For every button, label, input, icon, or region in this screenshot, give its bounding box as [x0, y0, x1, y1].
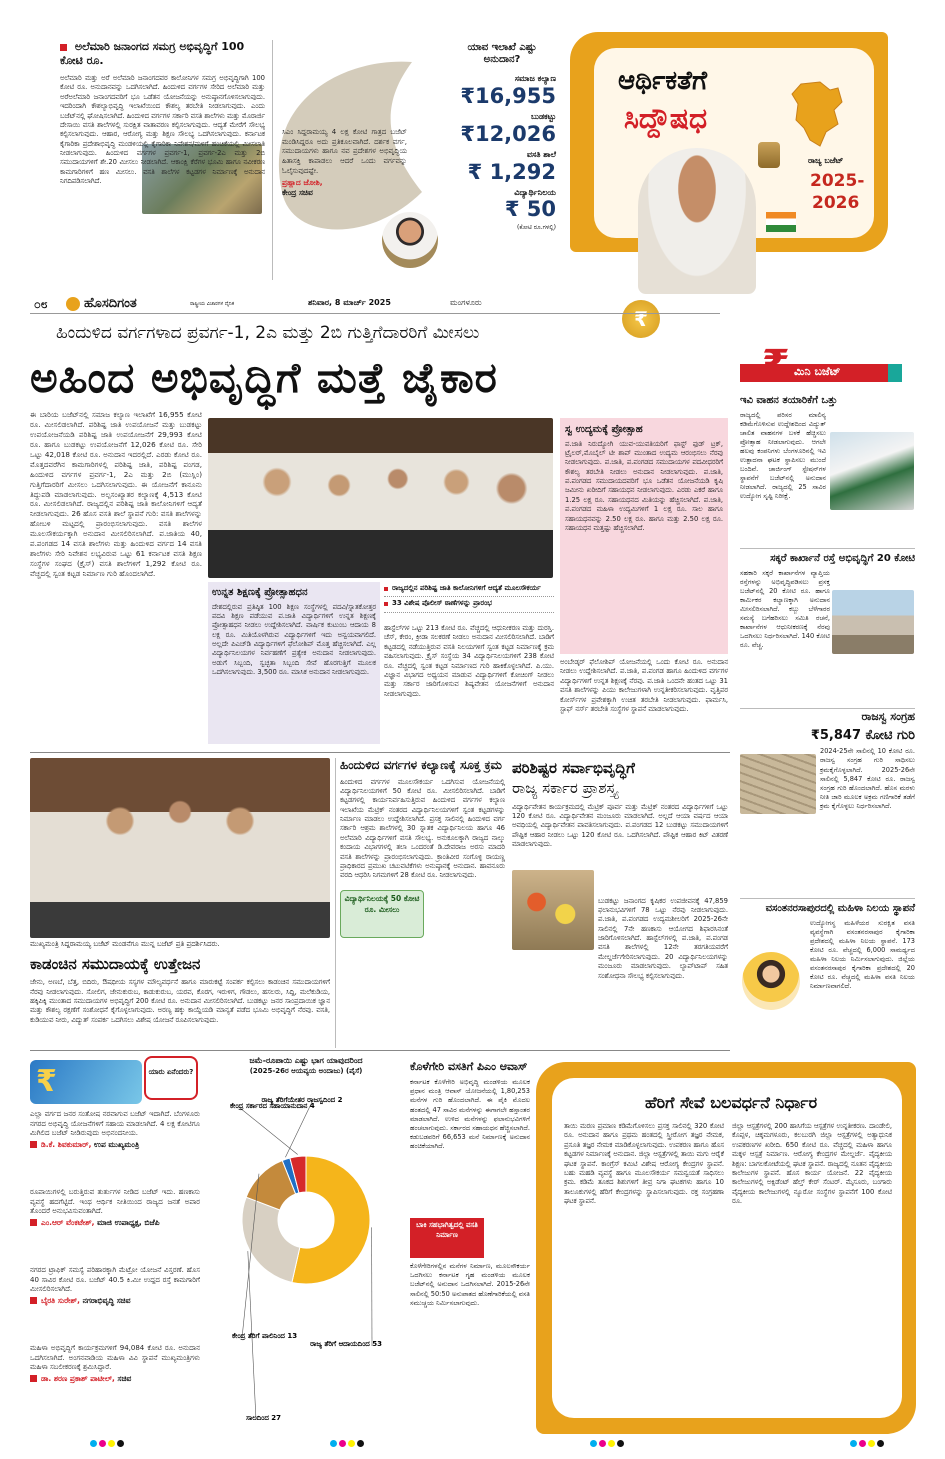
paper-name: ಹೊಸದಿಗಂತ	[84, 296, 137, 311]
factory-photo	[832, 590, 914, 654]
women-story	[740, 902, 915, 1055]
lead-headline: ಅಹಿಂದ ಅಭಿವೃದ್ಧಿಗೆ ಮತ್ತೆ ಜೈಕಾರ	[30, 353, 498, 402]
pie-label: ರಾಜ್ಯ ತೆರಿಗೆ ಆದಾಯದಿಂದ 53	[310, 1340, 382, 1348]
allocation-value: ₹ 1,292	[467, 159, 556, 184]
karnataka-map-icon	[786, 80, 846, 150]
pie-slice	[242, 1197, 300, 1282]
allocations-title: ಯಾವ ಇಲಾಖೆ ಎಷ್ಟು ಅನುದಾನ?	[467, 42, 537, 65]
quote-role: ಕೇಂದ್ರ ಸಚಿವ	[282, 188, 313, 198]
mini-budget-header	[740, 344, 910, 390]
budget-banner	[560, 30, 890, 331]
banner-line1: ಆರ್ಥಿಕತೆಗೆ	[618, 66, 708, 96]
kolegeri-story	[410, 1060, 530, 1374]
quote-name: ಪ್ರಹ್ಲಾದ ಜೋಶಿ,	[282, 178, 323, 188]
allocation-item	[448, 150, 556, 184]
reactions-badge: ಯಾರು ಏನೆಂದರು?	[144, 1056, 198, 1100]
allocation-item	[448, 188, 556, 222]
higher-ed-box	[208, 582, 380, 744]
rupee-coin-icon: ₹	[622, 300, 660, 338]
women-body: ಉದ್ಯೋಗಸ್ಥ ಮಹಿಳೆಯರ ಸುರಕ್ಷಿತ ವಸತಿ ವ್ಯವಸ್ಥೆಗಾಗಿ ವಸಂತನರಸಾಪುರ ಕೈಗಾರಿಕಾ ಪ್ರದೇಶದಲ್ಲಿ ಮಹಿಳಾ ನಿಲಯ ಸ್ಥಾಪನೆ. 173 ಕೋಟಿ ರೂ. ವೆಚ್ಚದಲ್ಲಿ 6,000 ಸಾಮರ್ಥ್ಯದ ಮಹಿಳಾ ನಿಲಯ ನಿರ್ಮಿಸಲಾಗುವುದು. ಜಿಲ್ಲೆಯ ವಸಂತನರಸಾಪುರ ಕೈಗಾರಿಕಾ ಪ್ರದೇಶದಲ್ಲಿ 20 ಕೋಟಿ ರೂ. ವೆಚ್ಚದಲ್ಲಿ ಮಹಿಳಾ ವಸತಿ ನಿಲಯ ನಿರ್ಮಾಣವಾಗಲಿದೆ.	[810, 918, 915, 991]
reaction-role: ಉಪ ಮುಖ್ಯಮಂತ್ರಿ	[94, 1139, 140, 1149]
edition-city: ಮಂಗಳೂರು	[450, 298, 482, 307]
allocation-label: ವಿದ್ಯಾರ್ಥಿನಿಲಯ	[514, 187, 556, 197]
sugar-body: ಸಹಕಾರಿ ಸಕ್ಕರೆ ಕಾರ್ಖಾನೆಗಳ ವ್ಯಾಪ್ತಿಯ ರಸ್ತೆಗಳನ್ನು ಅಭಿವೃದ್ಧಿಪಡಿಸಲು ಪ್ರಸಕ್ತ ಬಜೆಟ್‌ನಲ್ಲಿ 20 ಕೋಟಿ ರೂ. ಹಾಗೂ ಕಾರ್ಮಿಕರ ಕಲ್ಯಾಣಕ್ಕಾಗಿ ಅನುದಾನ ಮೀಸಲಿರಿಸಲಾಗಿದೆ. ಕಬ್ಬು ಬೆಳೆಗಾರರ ಸಮಸ್ಯೆ ಬಗೆಹರಿಸಲು ಸಮಿತಿ ರಚನೆ, ಕಾರ್ಖಾನೆಗಳ ಆಧುನೀಕರಣಕ್ಕೆ ನೆರವು ಒದಗಿಸಲು ನಿರ್ಧರಿಸಲಾಗಿದೆ. 140 ಕೋಟಿ ರೂ. ವೆಚ್ಚ.	[740, 568, 830, 650]
allocation-value: ₹16,955	[460, 83, 556, 108]
reaction-item	[30, 1188, 200, 1228]
top-left-headline: ಅಲೆಮಾರಿ ಜನಾಂಗದ ಸಮಗ್ರ ಅಭಿವೃದ್ಧಿಗೆ 100 ಕೋಟಿ ರೂ.	[60, 40, 265, 69]
banner-sub2: 2025-	[810, 171, 865, 191]
maternal-title: ಹೆರಿಗೆ ಸೇವೆ ಬಲವರ್ಧನೆ ನಿರ್ಧಾರ	[644, 1093, 818, 1112]
food-kit-photo	[512, 870, 594, 950]
assembly-photo	[208, 418, 553, 578]
reaction-name: ಡಿ.ಕೆ. ಶಿವಕುಮಾರ್,	[30, 1140, 91, 1149]
sc-welfare-body-1: ವಿದ್ಯಾರ್ಥಿವೇತನ ಕಾರ್ಯಕ್ರಮದಲ್ಲಿ ಮೆಟ್ರಿಕ್ ಪೂರ್ವ ಮತ್ತು ಮೆಟ್ರಿಕ್ ನಂತರದ ವಿದ್ಯಾರ್ಥಿಗಳಿಗೆ ಒಟ್ಟು 120 ಕೋಟಿ ರೂ. ವಿದ್ಯಾರ್ಥಿವೇತನ ಮಂಜೂರು ಮಾಡಲಾಗಿದೆ. ಅಲ್ಲದೆ ಆಯಾ ವರ್ಷದ ಆಯಾ ಅವಧಿಯಲ್ಲಿ ವಿದ್ಯಾರ್ಥಿವೇತನ ಪಾವತಿಸಲಾಗುವುದು. ಪ.ಪಂಗಡದ 12 ಬುಡಕಟ್ಟು ಸಮುದಾಯಗಳಿಗೆ ಪೌಷ್ಟಿಕ ಆಹಾರ ನೀಡಲು ಒಟ್ಟು 120 ಕೋಟಿ ರೂ. ಒದಗಿಸಲಾಗಿದೆ. ಪೌಷ್ಟಿಕ ಆಹಾರ ಕಿಟ್ ವಿತರಣೆ ಮಾಡಲಾಗುವುದು.	[512, 802, 728, 848]
kolegeri-body-2: ಕೊಳೆಗೇರಿಗಳಲ್ಲಿನ ಮನೆಗಳ ನಿರ್ಮಾಣ, ಮೂಲಸೌಕರ್ಯ ಒದಗಿಸಲು ಕರ್ನಾಟಕ ಗೃಹ ಮಂಡಳಿಯ ಮೂಲಕ ಬಜೆಟ್‌ನಲ್ಲಿ ಅನುದಾನ ಒದಗಿಸಲಾಗಿದೆ. 2015-26ನೇ ಸಾಲಿನಲ್ಲಿ 50:50 ಅನುಪಾತದ ಹೊಣೆಗಾರಿಕೆಯಲ್ಲಿ ವಸತಿ ಸಮುಚ್ಚಯ ನಿರ್ಮಿಸಲಾಗುವುದು.	[410, 1262, 530, 1307]
reaction-name: ಎಂ.ಆರ್ ವೆಂಕಟೇಶ್,	[30, 1218, 95, 1227]
pie-leader-line	[285, 1102, 312, 1157]
pie-leader-line	[240, 1108, 298, 1155]
allocation-item	[448, 112, 556, 146]
mid-text-2: ಅಂಬೇಡ್ಕರ್ ಫೆಲೋಶಿಪ್ ಯೋಜನೆಯಲ್ಲಿ ಒಂದು ಕೋಟಿ ರೂ. ಅನುದಾನ ನೀಡಲು ಉದ್ದೇಶಿಸಲಾಗಿದೆ. ಪ.ಜಾತಿ, ಪ.ಪಂಗಡ ಹಾಗೂ ಹಿಂದುಳಿದ ವರ್ಗಗಳ ವಿದ್ಯಾರ್ಥಿಗಳಿಗೆ ಉನ್ನತ ಶಿಕ್ಷಣಕ್ಕೆ ನೆರವು. ಪ.ಜಾತಿ ಒಂದನೇ ಹಂತದ ಒಟ್ಟು 31 ವಸತಿ ಶಾಲೆಗಳನ್ನು ಪಿಯು ಕಾಲೇಜುಗಳಾಗಿ ಉನ್ನತೀಕರಿಸಲಾಗುವುದು. ವೃತ್ತಿಪರ ಕೋರ್ಸ್‌ಗಳ ಪ್ರವೇಶಕ್ಕಾಗಿ ಉಚಿತ ತರಬೇತಿ ನೀಡಲಾಗುವುದು. ಫಾರ್ಮಸಿ, ಸ್ಟಾಫ್ ನರ್ಸ್ ತರಬೇತಿ ಸಂಸ್ಥೆಗಳ ಸ್ಥಾಪನೆ ಮಾಡಲಾಗುವುದು.	[560, 658, 728, 713]
bullet-icon	[384, 587, 388, 591]
sc-welfare-title-1: ಪರಿಶಿಷ್ಟರ ಸರ್ವಾಭಿವೃದ್ಧಿಗೆ	[512, 759, 635, 777]
pie-label: ಕೇಂದ್ರ ಸರ್ಕಾರದ ಸಹಾಯಾನುದಾನ 4	[230, 1102, 315, 1110]
ev-story	[740, 394, 915, 543]
reaction-text: ಮಹಿಳಾ ಅಭಿವೃದ್ಧಿಗೆ ಕಾರ್ಯಕ್ರಮಗಳಿಗೆ 94,084 ಕೋಟಿ ರೂ. ಅನುದಾನ ಒದಗಿಸಲಾಗಿದೆ. ಅಂಗನವಾಡಿಯ ಮಹಿಳಾ ವಿವಿ ಸ್ಥಾಪನೆ ಮುಖ್ಯಮಂತ್ರಿಗಳು ಮಹಿಳಾ ಸಬಲೀಕರಣಕ್ಕೆ ಶ್ರಮಿಸಿದ್ದಾರೆ.	[30, 1344, 200, 1372]
women-title: ವಸಂತನರಸಾಪುರದಲ್ಲಿ ಮಹಿಳಾ ನಿಲಯ ಸ್ಥಾಪನೆ	[765, 903, 915, 914]
allocations-box	[448, 40, 556, 278]
backward-welfare-title: ಹಿಂದುಳಿದ ವರ್ಗಗಳ ಕಲ್ಯಾಣಕ್ಕೆ ಸೂಕ್ತ ಕ್ರಮ	[340, 758, 502, 772]
higher-ed-title: ಉನ್ನತ ಶಿಕ್ಷಣಕ್ಕೆ ಪ್ರೋತ್ಸಾಹಧನ	[212, 587, 308, 598]
kolegeri-title: ಕೊಳೆಗೇರಿ ವಸತಿಗೆ ಪಿಎಂ ಆವಾಸ್	[410, 1060, 528, 1073]
reaction-item	[30, 1266, 200, 1306]
masthead	[30, 294, 720, 314]
cm-budget-photo	[30, 758, 330, 938]
reaction-item	[30, 1110, 200, 1150]
ev-title: ಇವಿ ವಾಹನ ತಯಾರಿಕೆಗೆ ಒತ್ತು	[740, 395, 838, 406]
chart-title: ಜಮೆ-ರೂಪಾಯಿ ಎಷ್ಟು ಭಾಗ ಯಾವುದರಿಂದ	[249, 1056, 363, 1065]
paper-tagline: ರಾಷ್ಟ್ರೀಯ ವಿಚಾರಗಳ ದೈನಿಕ	[190, 301, 235, 307]
forest-title: ಕಾಡಂಚಿನ ಸಮುದಾಯಕ್ಕೆ ಉತ್ತೇಜನ	[30, 955, 201, 973]
banner-sub1: ರಾಜ್ಯ ಬಜೆಟ್	[808, 156, 844, 165]
woman-avatar-icon	[742, 952, 800, 1010]
chart-subtitle: (2025-26ರ ಆಯವ್ಯಯ ಅಂದಾಜು) (ಪೈಸೆ)	[249, 1066, 363, 1075]
revenue-value: ₹5,847 ಕೋಟಿ ಗುರಿ	[810, 727, 915, 743]
allocations-unit: (ಕೋಟಿ ರೂ.ಗಳಲ್ಲಿ)	[517, 223, 556, 231]
revenue-chart	[206, 1056, 406, 1434]
higher-ed-body: ದೇಶದಲ್ಲಿರುವ ಪ್ರತಿಷ್ಠಿತ 100 ಶಿಕ್ಷಣ ಸಂಸ್ಥೆಗಳಲ್ಲಿ ಪದವಿ/ಸ್ನಾತಕೋತ್ತರ ಪದವಿ ಶಿಕ್ಷಣ ಪಡೆಯುವ ಪ.ಜಾತಿ ವಿದ್ಯಾರ್ಥಿಗಳಿಗೆ ಉನ್ನತ ಶಿಕ್ಷಣಕ್ಕೆ ಪ್ರೋತ್ಸಾಹಧನ ನೀಡಲು ಉದ್ದೇಶಿಸಲಾಗಿದೆ. ವಾರ್ಷಿಕ ಕುಟುಂಬ ಆದಾಯ 8 ಲಕ್ಷ ರೂ. ಮಿತಿಯೊಳಗಿರುವ ವಿದ್ಯಾರ್ಥಿಗಳಿಗೆ ಇದು ಅನ್ವಯವಾಗಲಿದೆ. ಅಲ್ಲದೇ ಪಿಎಚ್‌ಡಿ ವಿದ್ಯಾರ್ಥಿಗಳಿಗೆ ಫೆಲೋಶಿಪ್ ಮೊತ್ತ ಹೆಚ್ಚಿಸಲಾಗಿದೆ. ಎಲ್ಲ ವಿದ್ಯಾರ್ಥಿನಿಲಯಗಳ ನಿರ್ವಹಣೆಗೆ ಪ್ರತ್ಯೇಕ ಅನುದಾನ ನೀಡಲಾಗುವುದು. ಅಡುಗೆ ಸಿಬ್ಬಂದಿ, ಸ್ವಚ್ಛತಾ ಸಿಬ್ಬಂದಿ ಸೇವೆ ಹೊರಗುತ್ತಿಗೆ ಮೂಲಕ ಒದಗಿಸಲಾಗುವುದು. 3,500 ರೂ. ಮಾಸಿಕ ಅನುದಾನ ನೀಡಲಾಗುವುದು.	[212, 602, 376, 677]
print-marks	[330, 1440, 366, 1451]
ev-charger-photo	[830, 432, 914, 510]
chief-minister-photo	[638, 148, 756, 294]
paper-logo-icon	[66, 297, 80, 311]
forest-story	[30, 954, 330, 1058]
self-employment-box	[560, 418, 728, 654]
cash-photo	[740, 754, 816, 814]
self-employment-body: ಪ.ಜಾತಿ ನಿರುದ್ಯೋಗಿ ಯುವ-ಯುವತಿಯರಿಗೆ ಫಾಸ್ಟ್ ಫುಡ್ ಟ್ರಕ್, ಟ್ರೈಲರ್,ಮೊಬೈಲ್ ಟೀ ಶಾಪ್ ಮುಂತಾದ ಉದ್ಯಮ ಆರಂಭಿಸಲು ನೆರವು ನೀಡಲಾಗುವುದು. ಪ.ಜಾತಿ, ಪ.ಪಂಗಡದ ಸಮುದಾಯಗಳ ಪದವೀಧರರಿಗೆ ಕೌಶಲ್ಯ ತರಬೇತಿ ನೀಡಲು ಅನುದಾನ ನೀಡಲಾಗುವುದು. ಪ.ಜಾತಿ, ಪ.ಪಂಗಡದ ಸಮುದಾಯದವರಿಗೆ ಭೂ ಒಡೆತನ ಯೋಜನೆಯಡಿ ಕೃಷಿ ಜಮೀನು ಖರೀದಿಗೆ ಸಹಾಯಧನ ನೀಡಲಾಗುವುದು. ಎರಡು ಎಕರೆ ಹಾಗೂ 1.25 ಲಕ್ಷ ರೂ. ಸಹಾಯಧನದ ಮಿತಿಯನ್ನು ಹೆಚ್ಚಿಸಲಾಗಿದೆ. ಪ.ಜಾತಿ, ಪ.ಪಂಗಡದ ಮಹಿಳಾ ಉದ್ಯಮಿಗಳಿಗೆ 1 ಲಕ್ಷ ರೂ. ಸಾಲ ಹಾಗೂ ಸಹಾಯಧನವನ್ನು 2.50 ಲಕ್ಷ ರೂ. ಹಾಗೂ ಮತ್ತು 2.50 ಲಕ್ಷ ರೂ. ಸಹಾಯಧನ ಮತ್ತಷ್ಟು ಹೆಚ್ಚಿಸಲಾಗಿದೆ.	[565, 439, 723, 532]
revenue-body: 2024-25ನೇ ಸಾಲಿನಲ್ಲಿ 10 ಕೋಟಿ ರೂ. ರಾಜಸ್ವ ಸಂಗ್ರಹ ಗುರಿ ಸಾಧಿಸಲು ಕ್ರಮಕೈಗೊಳ್ಳಲಾಗಿದೆ. 2025-26ನೇ ಸಾಲಿನಲ್ಲಿ 5,847 ಕೋಟಿ ರೂ. ರಾಜಸ್ವ ಸಂಗ್ರಹ ಗುರಿ ಹೊಂದಲಾಗಿದೆ. ಹೊಸ ಮರಳು ನೀತಿ ಜಾರಿ ಮೂಲಕ ಅಕ್ರಮ ಗಣಿಗಾರಿಕೆ ತಡೆಗೆ ಕ್ರಮ ಕೈಗೊಳ್ಳಲು ನಿರ್ಧರಿಸಲಾಗಿದೆ.	[820, 747, 915, 810]
backward-welfare-body: ಹಿಂದುಳಿದ ವರ್ಗಗಳ ಮೂಲಸೌಕರ್ಯ ಒದಗಿಸುವ ಯೋಜನೆಯಲ್ಲಿ ವಿದ್ಯಾರ್ಥಿನಿಲಯಗಳಿಗೆ 50 ಕೋಟಿ ರೂ. ಮೀಸಲಿರಿಸಲಾಗಿದೆ. ಬಾಡಿಗೆ ಕಟ್ಟಡಗಳಲ್ಲಿ ಕಾರ್ಯನಿರ್ವಹಿಸುತ್ತಿರುವ ಹಿಂದುಳಿದ ವರ್ಗಗಳ ಕಲ್ಯಾಣ ಇಲಾಖೆಯ ಮೆಟ್ರಿಕ್ ನಂತರದ ವಿದ್ಯಾರ್ಥಿನಿಲಯಗಳಿಗೆ ಸ್ವಂತ ಕಟ್ಟಡಗಳನ್ನು ನಿರ್ಮಾಣ ಮಾಡಲು ಉದ್ದೇಶಿಸಲಾಗಿದೆ. ಪ್ರಸಕ್ತ ಸಾಲಿನಲ್ಲಿ ಹಿಂದುಳಿದ ವರ್ಗ ಸರ್ಕಾರಿ ಆಶ್ರಮ ಶಾಲೆಗಳಲ್ಲಿ 30 ಸ್ನಾತಕ ವಿದ್ಯಾರ್ಥಿನಿಲಯ ಹಾಗೂ 46 ಅಲೆಮಾರಿ ವಿದ್ಯಾರ್ಥಿಗಳಿಗೆ ವಸತಿ ಸೌಲಭ್ಯ. ಅನುಕೂಲಕ್ಕಾಗಿ ರಾಜ್ಯದ ನಾಲ್ಕು ಕಂದಾಯ ವಿಭಾಗಗಳಲ್ಲಿ ತಲಾ ಒಂದರಂತೆ ಡಿ.ದೇವರಾಜ ಅರಸು ಮಾದರಿ ವಸತಿ ಶಾಲೆಗಳನ್ನು ಪ್ರಾರಂಭಿಸಲಾಗುವುದು. ಕ್ರಾಂತಿವೀರ ಸಂಗೊಳ್ಳಿ ರಾಯಣ್ಣ ಪ್ರಾಧಿಕಾರದ ಪ್ರಮುಖ ಚಟುವಟಿಕೆಗಳು ಅನುಷ್ಠಾನಕ್ಕೆ ಅನುದಾನ. ಹಾವನೂರು ವರದಿ ಆಧರಿಸಿ ನಿಗಮಗಳಿಗೆ 28 ಕೋಟಿ ರೂ. ನೀಡಲಾಗುವುದು.	[340, 777, 505, 880]
reaction-item	[30, 1344, 200, 1384]
allocation-label: ವಸತಿ ಶಾಲೆ	[526, 149, 556, 159]
allocation-value: ₹ 50	[504, 197, 556, 222]
banner-sub3: 2026	[812, 193, 860, 213]
top-left-story	[60, 40, 265, 278]
self-employment-title: ಸ್ವ ಉದ್ಯಮಕ್ಕೆ ಪ್ರೋತ್ಸಾಹ	[565, 424, 643, 435]
kolegeri-body: ಕರ್ನಾಟಕ ಕೊಳೆಗೇರಿ ಅಭಿವೃದ್ಧಿ ಮಂಡಳಿಯ ಮೂಲಕ ಪ್ರಧಾನ ಮಂತ್ರಿ ಆವಾಸ್ ಯೋಜನೆಯಲ್ಲಿ 1,80,253 ಮನೆಗಳ ಗುರಿ ಹೊಂದಲಾಗಿದೆ. ಈ ಪೈಕಿ ಮೊದಲ ಹಂತದಲ್ಲಿ 47 ಸಾವಿರ ಮನೆಗಳನ್ನು ಈಗಾಗಲೇ ಹಸ್ತಾಂತರ ಮಾಡಲಾಗಿದೆ. ಉಳಿದ ಮನೆಗಳನ್ನು ಫಲಾನುಭವಿಗಳಿಗೆ ಹಂಚಲಾಗುವುದು. ಸರ್ಕಾರದ ಸಹಾಯಧನ ಹೆಚ್ಚಿಸಲಾಗಿದೆ. ಕಡುಬಡವರಿಗೆ 66,653 ಮನೆ ನಿರ್ಮಾಣಕ್ಕೆ ಅನುದಾನ ಹಂಚಿಕೆಯಾಗಿದೆ.	[410, 1078, 530, 1150]
lead-kicker: ಹಿಂದುಳಿದ ವರ್ಗಗಳಾದ ಪ್ರವರ್ಗ-1, 2ಎ ಮತ್ತು 2ಬಿ ಗುತ್ತಿಗೆದಾರರಿಗೆ ಮೀಸಲು	[56, 323, 480, 343]
rupee-icon: ₹	[762, 342, 790, 388]
sugar-story	[740, 552, 915, 673]
banner-line2: ಸಿದ್ದೌಷಧ	[624, 102, 708, 135]
bullet-icon	[384, 602, 388, 606]
allocation-label: ಸಮಾಜ ಕಲ್ಯಾಣ	[514, 74, 556, 83]
maternal-col-2: ಜಿಲ್ಲಾ ಆಸ್ಪತ್ರೆಗಳಲ್ಲಿ 200 ಹಾಸಿಗೆಯ ಆಸ್ಪತ್ರೆಗಳ ಉನ್ನತೀಕರಣ. ದಾಂಡೇಲಿ, ಕೊಪ್ಪಳ, ಚಿಕ್ಕಮಗಳೂರು, ಕಲಬುರಗಿ ಜಿಲ್ಲಾ ಆಸ್ಪತ್ರೆಗಳಲ್ಲಿ ಅತ್ಯಾಧುನಿಕ ಉಪಕರಣಗಳ ಖರೀದಿ. 650 ಕೋಟಿ ರೂ. ವೆಚ್ಚದಲ್ಲಿ ಮಹಿಳಾ ಹಾಗೂ ಮಕ್ಕಳ ಆಸ್ಪತ್ರೆ ನಿರ್ಮಾಣ. ಆರೋಗ್ಯ ಕೇಂದ್ರಗಳ ಮೇಲ್ದರ್ಜೆ. ವೈದ್ಯಕೀಯ ಶಿಕ್ಷಣ: ಬಾಗಲಕೋಟೆಯಲ್ಲಿ ಘಟಕ ಸ್ಥಾಪನೆ. ರಾಜ್ಯದಲ್ಲಿ ನೂತನ ವೈದ್ಯಕೀಯ ಕಾಲೇಜುಗಳ ಸ್ಥಾಪನೆ. ಹೊಸ ಕಾರ್ಯ ಯೋಜನೆ. 22 ವೈದ್ಯಕೀಯ ಕಾಲೇಜುಗಳಲ್ಲಿ ಅಕ್ಸಿಡೆಂಟ್ ಹೆಲ್ತ್ ಕೇರ್ ಸೆಂಟರ್. ಮೈಸೂರು, ಬಂಗಾರು ವೈದ್ಯಕೀಯ ಕಾಲೇಜುಗಳಲ್ಲಿ ನ್ಯೂರೋ ಸಂಸ್ಥೆಗಳ ಸ್ಥಾಪನೆಗೆ 100 ಕೋಟಿ ರೂ.	[732, 1122, 892, 1205]
ev-body: ರಾಜ್ಯದಲ್ಲಿ ಪರಿಸರ ಮಾಲಿನ್ಯ ಕಡಿಮೆಗೊಳಿಸುವ ಉದ್ದೇಶದಿಂದ ವಿದ್ಯುತ್ ಚಾಲಿತ ವಾಹನಗಳ ಬಳಕೆ ಹೆಚ್ಚಿಸಲು ಪ್ರೋತ್ಸಾಹ ನೀಡಲಾಗುವುದು. ಆಗಲೇ ಹಲವು ಕಂಪನಿಗಳು ಬೆಂಗಳೂರಿನಲ್ಲಿ ಇವಿ ಉತ್ಪಾದನಾ ಘಟಕ ಸ್ಥಾಪಿಸಲು ಮುಂದೆ ಬಂದಿವೆ. ಚಾರ್ಜಿಂಗ್ ಸ್ಟೇಷನ್‌ಗಳ ಸ್ಥಾಪನೆಗೆ ಬಜೆಟ್‌ನಲ್ಲಿ ಅನುದಾನ ನೀಡಲಾಗಿದೆ. ರಾಜ್ಯದಲ್ಲಿ 25 ಸಾವಿರ ಉದ್ಯೋಗ ಸೃಷ್ಟಿ ನಿರೀಕ್ಷೆ.	[740, 410, 826, 501]
reaction-role: ಸಚಿವ	[117, 1373, 132, 1383]
allocation-value: ₹12,026	[460, 121, 556, 146]
allocation-item	[448, 74, 556, 108]
allocation-label: ಬುಡಕಟ್ಟು	[531, 111, 556, 121]
lead-body: ಈ ಬಾರಿಯ ಬಜೆಟ್‌ನಲ್ಲಿ ಸಮಾಜ ಕಲ್ಯಾಣ ಇಲಾಖೆಗೆ 16,955 ಕೋಟಿ ರೂ. ಮೀಸಲಿಡಲಾಗಿದೆ. ಪರಿಶಿಷ್ಟ ಜಾತಿ ಉಪಯೋಜನೆ ಮತ್ತು ಬುಡಕಟ್ಟು ಉಪಯೋಜನೆಯಡಿ ಪರಿಶಿಷ್ಟ ಜಾತಿ ಉಪಯೋಜನೆಗೆ 29,993 ಕೋಟಿ ರೂ. ಹಾಗೂ ಬುಡಕಟ್ಟು ಉಪಯೋಜನೆಗೆ 12,026 ಕೋಟಿ ರೂ. ಸೇರಿ ಒಟ್ಟು 42,018 ಕೋಟಿ ರೂ. ಅನುದಾನ ಇದರಲ್ಲಿದೆ. ಎರಡು ಕೋಟಿ ರೂ. ಮೊತ್ತದವರೆಗಿನ ಕಾಮಗಾರಿಗಳಲ್ಲಿ ಪರಿಶಿಷ್ಟ ಜಾತಿ, ಪರಿಶಿಷ್ಟ ಪಂಗಡ, ಹಿಂದುಳಿದ ವರ್ಗಗಳ ಪ್ರವರ್ಗ-1, 2ಎ ಮತ್ತು 2ಬಿ (ಮುಸ್ಲಿಂ) ಗುತ್ತಿಗೆದಾರರಿಗೆ ಮೀಸಲು ಒದಗಿಸಲಾಗುವುದು. ಈ ಯೋಜನೆಗೆ ಕಾನೂನು ತಿದ್ದುಪಡಿ ಮಾಡಲಾಗುವುದು. ಅಲ್ಪಸಂಖ್ಯಾತರ ಕಲ್ಯಾಣಕ್ಕೆ 4,513 ಕೋಟಿ ರೂ. ಮೀಸಲಿಡಲಾಗಿದೆ. ರಾಜ್ಯದಲ್ಲಿನ ಪರಿಶಿಷ್ಟ ಜಾತಿ ಕಾಲೋನಿಗಳಿಗೆ ಆದ್ಯತೆ ನೀಡಲಾಗುವುದು. 26 ಹೊಸ ವಸತಿ ಶಾಲೆ ಸ್ಥಾಪನೆ ಗುರಿ: ವಸತಿ ಶಾಲೆಗಳನ್ನು ಹೋಬಳಿ ಮಟ್ಟದಲ್ಲಿ ಪ್ರಾರಂಭಿಸಲಾಗುವುದು. ವಸತಿ ಶಾಲೆಗಳ ಮೂಲಸೌಕರ್ಯಕ್ಕಾಗಿ ಅನುದಾನ ಮೀಸಲಿರಿಸಲಾಗಿದೆ. ಪ.ಜಾತಿಯ 40, ಪ.ಪಂಗಡದ 14 ವಸತಿ ಶಾಲೆಗಳು ಮತ್ತು ಹಿಂದುಳಿದ ವರ್ಗದ 14 ವಸತಿ ಶಾಲೆಗಳು ಸೇರಿ ನಿವೇಶನ ಲಭ್ಯವಿರುವ ಒಟ್ಟು 61 ಕರ್ನಾಟಕ ವಸತಿ ಶಿಕ್ಷಣ ಸಂಸ್ಥೆಗಳ ಸಂಘದ (ಕ್ರೈಸ್) ವಸತಿ ಶಾಲೆಗಳಿಗೆ 1,292 ಕೋಟಿ ರೂ. ವೆಚ್ಚದಲ್ಲಿ ಸ್ವಂತ ಕಟ್ಟಡ ನಿರ್ಮಾಣ ಗುರಿ ಹೊಂದಲಾಗಿದೆ.	[30, 410, 202, 578]
maternal-box	[536, 1062, 916, 1434]
side-notes	[384, 582, 554, 613]
sc-welfare-body-2: ಬುಡಕಟ್ಟು ಜನಾಂಗದ ಕೃಷಿಕರ ಉಪಜೀವನಕ್ಕೆ 47,859 ಫಲಾನುಭವಿಗಳಿಗೆ 78 ಒಟ್ಟು ನೆರವು ನೀಡಲಾಗುವುದು. ಪ.ಜಾತಿ, ಪ.ಪಂಗಡದ ಉದ್ಯಮಶೀಲರಿಗೆ 2025-26ನೇ ಸಾಲಿನಲ್ಲಿ 7ನೇ ಹಣಕಾಸು ಆಯೋಗದ ಶಿಫಾರಸಿನಂತೆ ಜಾರಿಗೊಳಿಸಲಾಗಿದೆ. ಹಾಸ್ಟೆಲ್‌ಗಳಲ್ಲಿ ಪ.ಜಾತಿ, ಪ.ಪಂಗಡ ವಸತಿ ಶಾಲೆಗಳಲ್ಲಿ 12ನೇ ತರಗತಿಯವರೆಗೆ ಮೇಲ್ದರ್ಜೆಗೇರಿಸಲಾಗುವುದು. 20 ವಿದ್ಯಾರ್ಥಿನಿಲಯಗಳನ್ನು ಮಂಜೂರು ಮಾಡಲಾಗುವುದು. ಲ್ಯಾಪ್‌ಟಾಪ್ ಸಹಿತ ಸಂಶೋಧನಾ ಸೌಲಭ್ಯ ಕಲ್ಪಿಸಲಾಗುವುದು.	[598, 896, 728, 980]
reaction-text: ರೂಪಾಯಿಗಳಲ್ಲಿ ಬರುತ್ತಿರುವ ತುರ್ತುಗಳ ನೀಡಿದ ಬಜೆಟ್ ಇದು. ಹಣಕಾಸು ವ್ಯವಸ್ಥೆ ಹದಗೆಟ್ಟಿದೆ. ಇಂಥ ಆರ್ಥಿಕ ನೀತಿಯಿಂದ ರಾಜ್ಯದ ಜನತೆ ಅಪಾರ ತೊಂದರೆ ಅನುಭವಿಸುವಂತಾಗಿದೆ.	[30, 1188, 200, 1216]
top-left-body: ಅಲೆಮಾರಿ ಮತ್ತು ಅರೆ ಅಲೆಮಾರಿ ಜನಾಂಗದವರ ಕಾಲೋನಿಗಳ ಸಮಗ್ರ ಅಭಿವೃದ್ಧಿಗಾಗಿ 100 ಕೋಟಿ ರೂ. ಅನುದಾನವನ್ನು ಒದಗಿಸಲಾಗಿದೆ. ಹಿಂದುಳಿದ ವರ್ಗಗಳ ಸೇರಿದ ಅಲೆಮಾರಿ ಮತ್ತು ಅರೆಅಲೆಮಾರಿ ಜನಾಂಗದವರಿಗೆ ಭೂ ಒಡೆತನ ಯೋಜನೆಯನ್ನು ಅನುಷ್ಠಾನಗೊಳಿಸಲಾಗುವುದು. ಇದರಿಂದಾಗಿ ಕೌಶಲ್ಯಾಭಿವೃದ್ಧಿ ಇಲಾಖೆಯಿಂದ ಕೌಶಲ್ಯ ತರಬೇತಿ ನೀಡಲಾಗುವುದು. ಎಂದು ಬಜೆಟ್‌ನಲ್ಲಿ ಘೋಷಿಸಲಾಗಿದೆ. ಹಿಂದುಳಿದ ವರ್ಗಗಳ ಸರ್ಕಾರಿ ವಸತಿ ಶಾಲೆಗಳು ಮತ್ತು ಮೊರಾರ್ಜಿ ದೇಸಾಯಿ ವಸತಿ ಶಾಲೆಗಳಲ್ಲಿ ಸುರಕ್ಷಿತ ವಾತಾವರಣ ಕಲ್ಪಿಸಲಾಗುವುದು. ಆದ್ಯತೆ ಮೇರೆಗೆ ಸೌಲಭ್ಯ ಕಲ್ಪಿಸಲಾಗುವುದು. ಆಹಾರ, ಆರೋಗ್ಯ ಮತ್ತು ಶಿಕ್ಷಣ ಸೌಲಭ್ಯ ಒದಗಿಸಲಾಗುವುದು. ಕರ್ನಾಟಕ ಕೈಗಾರಿಕಾ ಪ್ರದೇಶಾಭಿವೃದ್ಧಿ ಮಂಡಳಿಯಲ್ಲಿ ಕೈಗಾರಿಕಾ ನಿವೇಶನ/ಮಳಿಗೆ ಹಂಚಿಕೆಯಲ್ಲಿ ಮೀಸಲಾತಿ ನೀಡಲಾಗುವುದು. ಹಿಂದುಳಿದ ವರ್ಗಗಳ ಪ್ರವರ್ಗ-1, ಪ್ರವರ್ಗ-2ಎ ಮತ್ತು 2ಬಿ ಸಮುದಾಯಗಳಿಗೆ ಶೇ.20 ಮೀಸಲು ನೀಡಲಾಗಿದೆ. ಆಕಾಂಕ್ಷಿ ಕೆರೆಗಳ ಭೂಮಿ ಹಾಗೂ ನವೀಕರಣ ಕಾಮಗಾರಿಗಳಿಗೆ ಹಣ ಮೀಸಲು. ವಸತಿ ಶಾಲೆಗಳ ಕಟ್ಟಡಗಳ ನಿರ್ಮಾಣಕ್ಕೆ ಅನುದಾನ ನಿಗದಿಪಡಿಸಲಾಗಿದೆ.	[60, 74, 265, 186]
kolegeri-pill: ಬಾಕಿ ಸಹಭಾಗಿತ್ವದಲ್ಲಿ ವಸತಿ ನಿರ್ಮಾಣ	[410, 1218, 484, 1258]
print-marks	[850, 1440, 886, 1451]
reaction-text: ಎಲ್ಲಾ ವರ್ಗದ ಜನರ ಸಂತೋಷ ನರವಾಗುವ ಬಜೆಟ್ ಇದಾಗಿದೆ. ಬೆಂಗಳೂರು ನಗರದ ಅಭಿವೃದ್ಧಿ ಯೋಜನೆಗಳಿಗೆ ಸಹಾಯ ಮಾಡಲಾಗಿದೆ. 4 ಲಕ್ಷ ಕೋಟಿಗೂ ಮಿಗಿಲಿದ ಬಜೆಟ್ ನೀಡಿರುವುದು ಅಭಿನಂದನೀಯ.	[30, 1110, 200, 1138]
reaction-text: ನಗರದ ಟ್ರಾಫಿಕ್ ಸಮಸ್ಯೆ ಪರಿಹಾರಕ್ಕಾಗಿ ಮೆಟ್ರೋ ಯೋಜನೆ ವಿಸ್ತರಣೆ. ಹೊಸ 40 ಸಾವಿರ ಕೋಟಿ ರೂ. ಬಜೆಟ್ 40.5 ಕಿ.ಮೀ ಉದ್ದದ ರಸ್ತೆ ಕಾಮಗಾರಿಗೆ ಮೀಸಲಿರಿಸಲಾಗಿದೆ.	[30, 1266, 200, 1294]
revenue-title: ರಾಜಸ್ವ ಸಂಗ್ರಹ	[861, 710, 915, 723]
sugar-title: ಸಕ್ಕರೆ ಕಾರ್ಖಾನೆ ರಸ್ತೆ ಅಭಿವೃದ್ಧಿಗೆ 20 ಕೋಟಿ	[770, 553, 915, 564]
quote-text: ಸಿಎಂ ಸಿದ್ದರಾಮಯ್ಯ 4 ಲಕ್ಷ ಕೋಟಿ ಗಾತ್ರದ ಬಜೆಟ್ ಮಂಡಿಸಿದ್ದರೂ ಅದು ಪ್ರತಿಕೂಲವಾಗಿದೆ. ದರ್ಶಕ ವರ್ಗ, ಸಮುದಾಯಗಳು ಹಾಗೂ ನವ ಪ್ರದೇಶಗಳ ಅಭಿವೃದ್ಧಿಯ ಹಿತಾಸಕ್ತಿ ಕಾಪಾಡಲು ಆದರೆ ಒಂದು ವರ್ಗವನ್ನು ಓಲೈಸುವುದಷ್ಟೇ.	[282, 128, 407, 175]
reactions-graphic: ₹	[30, 1060, 142, 1104]
print-marks	[90, 1440, 126, 1451]
side-note: 33 ವಿಶೇಷ ಪೊಲೀಸ್ ಠಾಣೆಗಳನ್ನು ಪ್ರಾರಂಭ	[384, 597, 554, 612]
reaction-name: ಬೈರತಿ ಸುರೇಶ್,	[30, 1296, 80, 1305]
sc-welfare-story	[512, 758, 728, 1057]
quote-box	[282, 128, 407, 199]
pie-label: ಕೇಂದ್ರ ತೆರಿಗೆ ಪಾಲಿನಿಂದ 13	[232, 1332, 298, 1340]
pie-label: ಸಾಲದಿಂದ 27	[246, 1414, 282, 1420]
mini-budget-accent	[888, 364, 902, 382]
hostel-pill: ವಿದ್ಯಾರ್ಥಿನಿಲಯಕ್ಕೆ 50 ಕೋಟಿ ರೂ. ಮೀಸಲು	[340, 890, 424, 938]
flag-icon	[766, 212, 796, 232]
mid-text: ಹಾಸ್ಟೆಲ್‌ಗಳ ಒಟ್ಟು 213 ಕೋಟಿ ರೂ. ವೆಚ್ಚದಲ್ಲಿ ಆಧುನೀಕರಣ ಮತ್ತು ದುರಸ್ತಿ. ಚೆಸ್, ಕೇರಂ, ಕ್ರೀಡಾ ಸಲಕರಣೆ ನೀಡಲು ಅನುದಾನ ಮೀಸಲಿರಿಸಲಾಗಿದೆ. ಬಾಡಿಗೆ ಕಟ್ಟಡದಲ್ಲಿ ನಡೆಯುತ್ತಿರುವ ವಸತಿ ನಿಲಯಗಳಿಗೆ ಸ್ವಂತ ಕಟ್ಟಡ ನಿರ್ಮಾಣಕ್ಕೆ ಕ್ರಮ ವಹಿಸಲಾಗುವುದು. ಕ್ರೈಸ್ ಸಂಸ್ಥೆಯ 34 ವಿದ್ಯಾರ್ಥಿನಿಲಯಗಳಿಗೆ 238 ಕೋಟಿ ರೂ. ವೆಚ್ಚದಲ್ಲಿ ಸ್ವಂತ ಕಟ್ಟಡ ನಿರ್ಮಾಣದ ಗುರಿ ಹಾಕಿಕೊಳ್ಳಲಾಗಿದೆ. ಪಿ.ಯು. ವಿಜ್ಞಾನ ವಿಭಾಗದ ಅಧ್ಯಯನ ಮಾಡುವ ವಿದ್ಯಾರ್ಥಿಗಳಿಗೆ ಕೋಚಿಂಗ್ ನೀಡಲು ಮತ್ತು ಸರ್ಕಾರ ಜಾರಿಗೊಳಿಸುವ ಶಿಷ್ಯವೇತನ ಯೋಜನೆಗಳಿಗೆ ಅನುದಾನ ನೀಡಲಾಗುವುದು.	[384, 624, 554, 698]
print-marks	[590, 1440, 626, 1451]
reaction-role: ನಗರಾಭಿವೃದ್ಧಿ ಸಚಿವ	[82, 1295, 131, 1305]
reaction-name: ಡಾ. ಶರಣ ಪ್ರಕಾಶ್ ಪಾಟೀಲ್,	[30, 1374, 115, 1383]
revenue-story	[740, 710, 915, 873]
page-number: ೦೮	[34, 297, 48, 311]
sc-welfare-title-2: ರಾಜ್ಯ ಸರ್ಕಾರ ಪ್ರಾಶಸ್ತ್ಯ	[512, 779, 618, 798]
pie-label: ರಾಜ್ಯ ತೆರಿಗೆಯೇತರ ರಾಜಸ್ವದಿಂದ 2	[261, 1096, 343, 1104]
minister-avatar	[380, 210, 440, 270]
pie-chart	[206, 1090, 406, 1420]
photo-caption: ಮುಖ್ಯಮಂತ್ರಿ ಸಿದ್ದರಾಮಯ್ಯ ಬಜೆಟ್ ಮಂಡನೆಗೂ ಮುನ್ನ ಬಜೆಟ್ ಪ್ರತಿ ಪ್ರದರ್ಶಿಸಿದರು.	[30, 940, 220, 948]
backward-welfare-story	[340, 758, 505, 1022]
reaction-role: ಮಾಜಿ ಉಪಾಧ್ಯಕ್ಷ, ಬಿಜೆಪಿ	[97, 1217, 160, 1227]
issue-date: ಶನಿವಾರ, 8 ಮಾರ್ಚ್ 2025	[308, 298, 391, 307]
side-note: ರಾಜ್ಯದಲ್ಲಿನ ಪರಿಶಿಷ್ಟ ಜಾತಿ ಕಾಲೋನಿಗಳಿಗೆ ಆದ್ಯತೆ ಮೂಲಸೌಕರ್ಯ	[384, 582, 554, 597]
emblem-icon	[758, 142, 780, 168]
forest-body: ಜೇನು, ಅಣಬೆ, ಬೆತ್ತ, ಬಿದಿರು, ಔಷಧೀಯ ಸಸ್ಯಗಳ ಮೌಲ್ಯವರ್ಧನೆ ಹಾಗೂ ಮಾರುಕಟ್ಟೆ ಸಂಪರ್ಕ ಕಲ್ಪಿಸಲು ಕಾಡಂಚಿನ ಸಮುದಾಯಗಳಿಗೆ ನೆರವು ನೀಡಲಾಗುವುದು. ಸೋಲಿಗ, ಜೇನುಕುರುಬ, ಕಾಡುಕುರುಬ, ಯರವ, ಕೊರಗ, ಇರುಳಿಗ, ಗೌಡಲು, ಹಸಲರು, ಸಿದ್ದಿ, ಮಲೆಕುಡಿಯ, ಹಕ್ಕಿಪಿಕ್ಕಿ ಮುಂತಾದ ಸಮುದಾಯಗಳ ಅಭಿವೃದ್ಧಿಗೆ 200 ಕೋಟಿ ರೂ. ಅನುದಾನ ಮೀಸಲಿರಿಸಲಾಗಿದೆ. ಬುಡಕಟ್ಟು ಜನರ ಸಾಂಪ್ರದಾಯಿಕ ಜ್ಞಾನ ಮತ್ತು ಕೌಶಲ್ಯ ರಕ್ಷಣೆಗೆ ಸಂಶೋಧನೆ ಕೈಗೊಳ್ಳಲಾಗುವುದು. ಅರಣ್ಯ ಹಕ್ಕು ಕಾಯ್ದೆಯಡಿ ಮಾನ್ಯತೆ ಪಡೆದ ಭೂಮಿ ಅಭಿವೃದ್ಧಿಗೆ ನೆರವು. ವಸತಿ, ಕುಡಿಯುವ ನೀರು, ವಿದ್ಯುತ್ ಸಂಪರ್ಕ ಒದಗಿಸಲು ವಿಶೇಷ ಯೋಜನೆ ರೂಪಿಸಲಾಗುವುದು.	[30, 978, 330, 1024]
maternal-col-1: ತಾಯಿ ಮರಣ ಪ್ರಮಾಣ ಕಡಿಮೆಗೊಳಿಸಲು ಪ್ರಸಕ್ತ ಸಾಲಿನಲ್ಲಿ 320 ಕೋಟಿ ರೂ. ಅನುದಾನ ಹಾಗೂ ಪ್ರಥಮ ಹಂತದಲ್ಲಿ ಸ್ತ್ರೀರೋಗ ತಜ್ಞರ ನೇಮಕ, ಪ್ರಸೂತಿ ತಜ್ಞರ ನೇಮಕ ಮಾಡಿಕೊಳ್ಳಲಾಗುವುದು. ಉಪಕರಣ ಹಾಗೂ ಹೊಸ ಕಟ್ಟಡಗಳ ನಿರ್ಮಾಣಕ್ಕೆ ಅನುದಾನ. ಜಿಲ್ಲಾ ಆಸ್ಪತ್ರೆಗಳಲ್ಲಿ ತಾಯಿ ಮಗು ಆರೈಕೆ ಘಟಕ ಸ್ಥಾಪನೆ. ಕಾಂಗ್ರೆಸ್ ಕಮಿಟಿ ವಿಶೇಷ ಆರೋಗ್ಯ ಕೇಂದ್ರಗಳ ಸ್ಥಾಪನೆ. ಬಹು ಮಹಡಿ ವ್ಯವಸ್ಥೆ ಹಾಗೂ ಮೂಲಸೌಕರ್ಯ ಸಮನ್ವಯತೆ ಸಾಧಿಸಲು ಕ್ರಮ. ಕಡಿಮೆ ತೂಕದ ಶಿಶುಗಳಿಗೆ ತೀವ್ರ ನಿಗಾ ಘಟಕಗಳು ಹಾಗೂ 10 ತಾಲೂಕುಗಳಲ್ಲಿ ಹೆರಿಗೆ ಕೇಂದ್ರಗಳನ್ನು ಸ್ಥಾಪಿಸಲಾಗುವುದು. ರಕ್ತ ಸಂಗ್ರಹಣಾ ಘಟಕ ಸ್ಥಾಪನೆ.	[564, 1122, 724, 1205]
mini-budget-label: ಮಿನಿ ಬಜೆಟ್	[794, 365, 841, 378]
